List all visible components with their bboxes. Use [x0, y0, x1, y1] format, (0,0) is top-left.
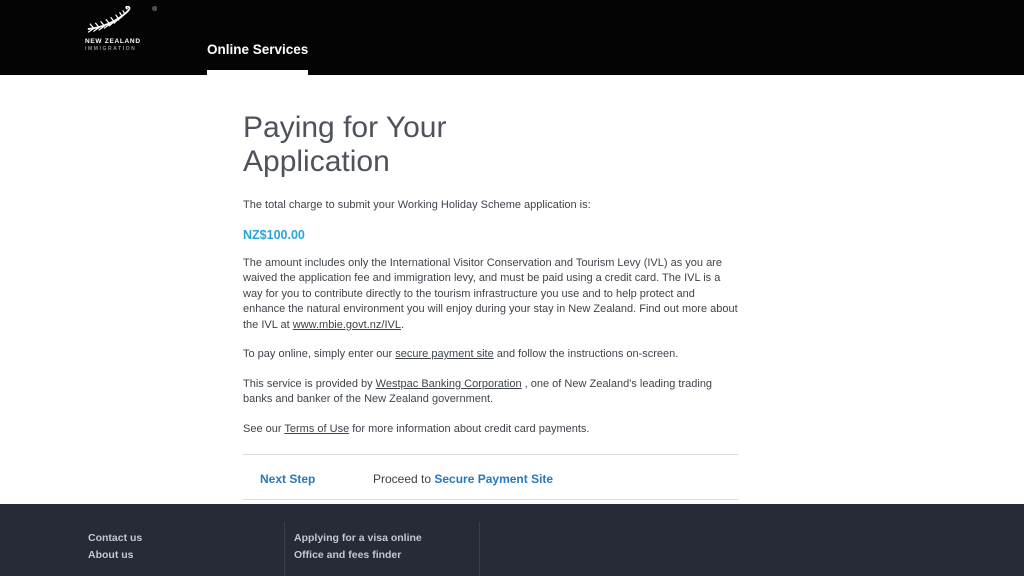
silver-fern-icon	[86, 6, 144, 36]
proceed-prefix: Proceed to	[373, 472, 435, 486]
main-content	[0, 75, 1024, 504]
intro-text: The total charge to submit your Working Holiday Scheme application is:	[243, 199, 591, 211]
service-provider-text-after: , one of New Zealand's leading trading banks and banker of the New Zealand government.	[243, 377, 713, 405]
footer-link-office-fees-finder[interactable]: Office and fees finder	[294, 549, 402, 561]
header	[0, 0, 1024, 75]
price-value: NZ$100.00	[243, 227, 305, 242]
divider-bottom	[243, 499, 738, 500]
footer-column-2	[285, 522, 480, 576]
footer-link-applying-visa-online[interactable]: Applying for a visa online	[294, 532, 422, 544]
tab-online-services[interactable]: Online Services	[207, 42, 308, 75]
next-step-label: Next Step	[260, 472, 316, 486]
footer-link-contact-us[interactable]: Contact us	[88, 532, 143, 544]
registered-mark: ®	[152, 6, 157, 13]
footer-link-about-us[interactable]: About us	[88, 549, 134, 561]
ivl-text-after: .	[400, 318, 405, 331]
footer-column-1	[88, 522, 285, 576]
brand-line-2: IMMIGRATION	[85, 46, 137, 52]
secure-payment-site-link[interactable]: secure payment site	[395, 348, 494, 360]
terms-text: See our	[243, 422, 285, 435]
service-provider-text: This service is provided by	[243, 377, 376, 390]
next-step-row	[243, 455, 738, 499]
ivl-paragraph	[243, 256, 738, 334]
secure-payment-site-cta[interactable]: Secure Payment Site	[434, 472, 554, 486]
footer	[0, 504, 1024, 576]
service-provider-paragraph	[243, 377, 738, 408]
terms-of-use-link[interactable]: Terms of Use	[284, 422, 350, 435]
pay-online-text-after: and follow the instructions on-screen.	[493, 348, 679, 360]
ivl-text: The amount includes only the International Visitor Conservation and Tourism Levy (IVL) as you are waived the application fee and immigration levy, and must be paid using a credit card. The IVL is a way for you to contribute directly to the tourism infrastructure you use and to help protect and enhance the natural environment you will enjoy during your stay in New Zealand. Find out more about the IVL at	[243, 256, 738, 331]
terms-text-after: for more information about credit card payments.	[349, 422, 590, 435]
westpac-link[interactable]: Westpac Banking Corporation	[375, 377, 522, 390]
pay-online-paragraph	[243, 347, 738, 363]
proceed-text	[373, 472, 553, 486]
pay-online-text: To pay online, simply enter our	[243, 348, 396, 360]
terms-paragraph	[243, 422, 738, 438]
mbie-ivl-link[interactable]: www.mbie.govt.nz/IVL	[292, 318, 401, 331]
brand-line-1: NEW ZEALAND	[85, 38, 141, 45]
nz-immigration-logo[interactable]	[85, 6, 157, 52]
page-title: Paying for Your Application	[243, 111, 447, 178]
